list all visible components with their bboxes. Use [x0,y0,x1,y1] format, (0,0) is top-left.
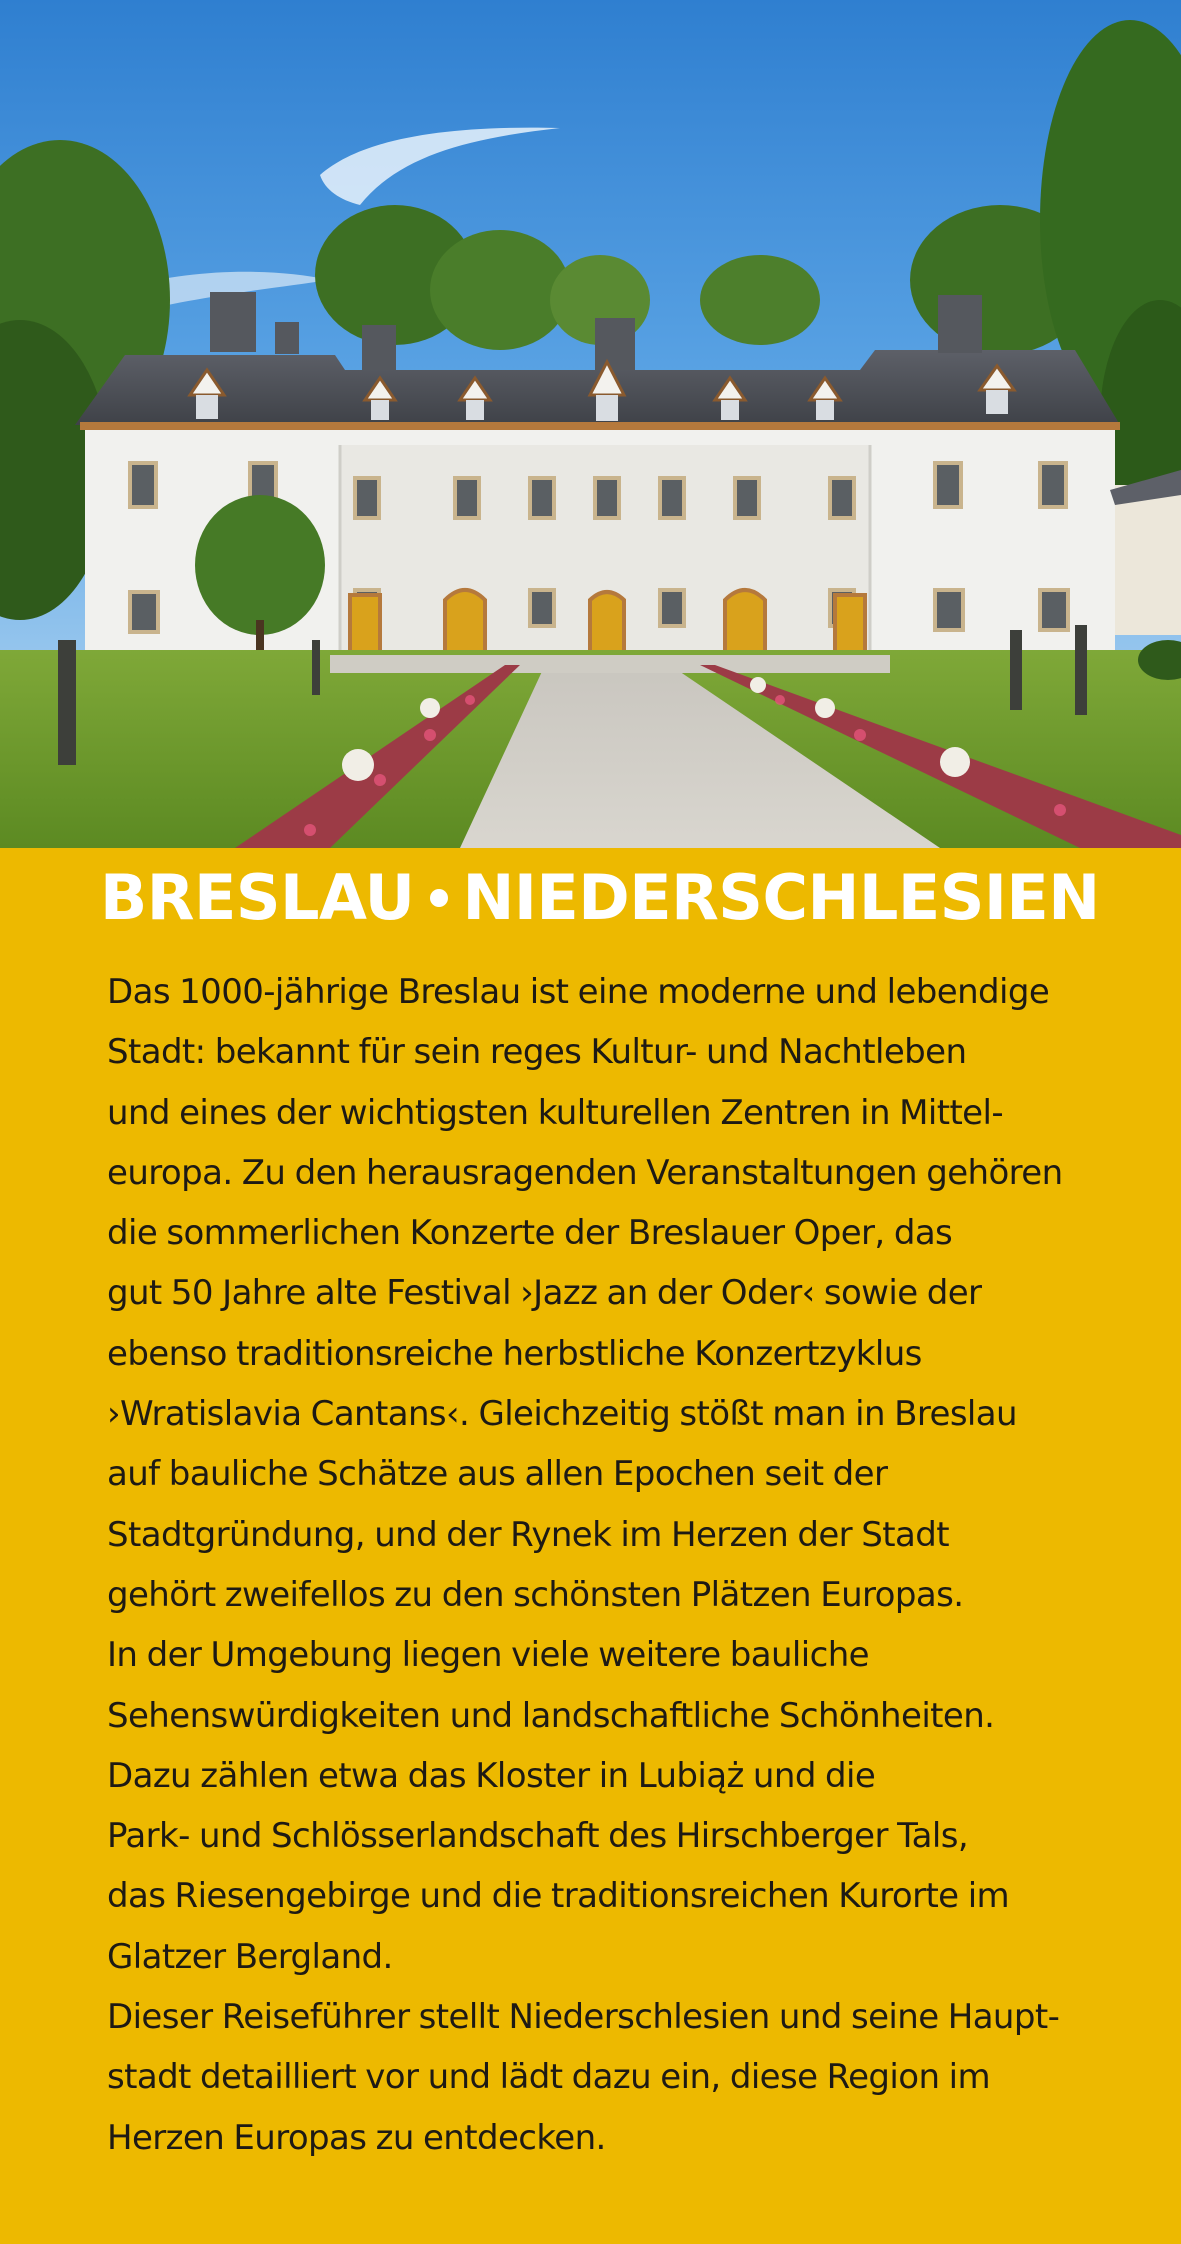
castle-photo-icon [0,0,1181,848]
text-line: die sommerlichen Konzerte der Breslauer Oper, das [107,1213,953,1254]
text-line: stadt detailliert vor und lädt dazu ein, diese Region im [107,2057,990,2098]
text-line: Stadt: bekannt für sein reges Kultur- und Nachtleben [107,1032,967,1073]
text-line: ›Wratislavia Cantans‹. Gleichzeitig stößt man in Breslau [107,1394,1017,1435]
text-line: Das 1000-jährige Breslau ist eine moderne und lebendige [107,972,1050,1012]
text-line: auf bauliche Schätze aus allen Epochen seit der [107,1454,888,1495]
text-line: Dieser Reiseführer stellt Niederschlesien und seine Haupt- [107,1997,1060,2038]
text-line: gut 50 Jahre alte Festival ›Jazz an der Oder‹ sowie der [107,1273,982,1314]
text-line: ebenso traditionsreiche herbstliche Konzertzyklus [107,1333,922,1374]
title-city: BRESLAU [100,861,415,934]
title-region: NIEDERSCHLESIEN [462,861,1100,934]
text-line: Park- und Schlösserlandschaft des Hirschberger Tals, [107,1816,969,1857]
cover-photo [0,0,1181,848]
text-line: gehört zweifellos zu den schönsten Plätzen Europas. [107,1574,964,1615]
text-line: europa. Zu den herausragenden Veranstaltungen gehören [107,1152,1063,1193]
title-separator-dot-icon [430,889,448,907]
description-text [107,962,1167,2168]
text-line: Stadtgründung, und der Rynek im Herzen der Stadt [107,1514,949,1555]
text-line: und eines der wichtigsten kulturellen Zentren in Mittel- [107,1092,1004,1133]
text-line: Glatzer Bergland. [107,1936,393,1977]
text-line: Sehenswürdigkeiten und landschaftliche Schönheiten. [107,1695,995,1736]
text-line: Dazu zählen etwa das Kloster in Lubiąż und die [107,1755,876,1796]
text-line: Herzen Europas zu entdecken. [107,2117,606,2158]
text-line: In der Umgebung liegen viele weitere bauliche [107,1635,869,1676]
text-line: das Riesengebirge und die traditionsreichen Kurorte im [107,1876,1010,1917]
page-title [100,858,1181,938]
